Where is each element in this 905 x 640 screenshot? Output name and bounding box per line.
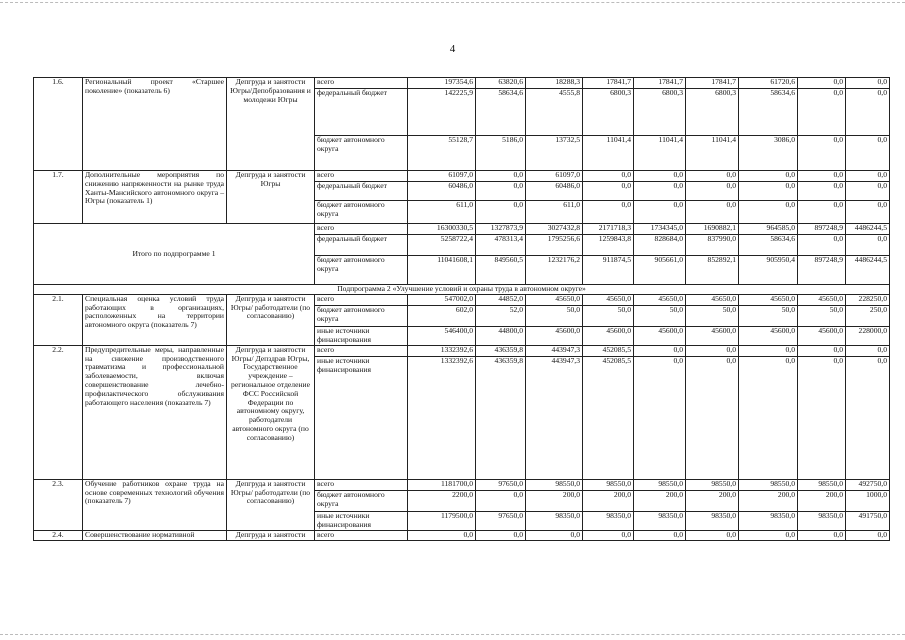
amount-cell: 97650,0 xyxy=(476,511,526,530)
funding-source: всего xyxy=(315,294,408,305)
item-name: Предупредительные меры, направленные на снижение производственного травматизма и профессиональной заболеваемости, включая совершенствование лечебно-профилактического обслуживания работающего населения (показатель 7) xyxy=(83,345,227,479)
amount-cell: 0,0 xyxy=(686,171,739,182)
item-executor: Депгруда и занятости Югры xyxy=(227,171,315,224)
amount-cell: 0,0 xyxy=(476,530,526,540)
item-number: 1.7. xyxy=(34,171,83,224)
page-number: 4 xyxy=(449,43,456,55)
amount-cell: 547002,0 xyxy=(408,294,476,305)
amount-cell: 6800,3 xyxy=(583,89,634,136)
amount-cell: 1734345,0 xyxy=(634,224,686,235)
funding-source: иные источники финансирования xyxy=(315,511,408,530)
table-row xyxy=(34,78,890,89)
amount-cell: 0,0 xyxy=(583,171,634,182)
amount-cell: 1259843,8 xyxy=(583,235,634,256)
amount-cell: 1795256,6 xyxy=(526,235,583,256)
amount-cell: 0,0 xyxy=(739,171,798,182)
item-number: 2.3. xyxy=(34,479,83,530)
amount-cell: 0,0 xyxy=(526,530,583,540)
amount-cell: 98550,0 xyxy=(686,479,739,490)
amount-cell: 97650,0 xyxy=(476,479,526,490)
table-row xyxy=(34,345,890,356)
amount-cell: 63820,6 xyxy=(476,78,526,89)
amount-cell: 837990,0 xyxy=(686,235,739,256)
amount-cell: 0,0 xyxy=(846,136,890,171)
amount-cell: 0,0 xyxy=(583,201,634,224)
amount-cell: 98550,0 xyxy=(739,479,798,490)
amount-cell: 45650,0 xyxy=(686,294,739,305)
amount-cell: 0,0 xyxy=(739,345,798,356)
amount-cell: 50,0 xyxy=(526,305,583,326)
amount-cell: 478313,4 xyxy=(476,235,526,256)
amount-cell: 443947,3 xyxy=(526,356,583,479)
amount-cell: 611,0 xyxy=(526,201,583,224)
amount-cell: 0,0 xyxy=(583,182,634,201)
amount-cell: 0,0 xyxy=(634,345,686,356)
amount-cell: 0,0 xyxy=(846,356,890,479)
amount-cell: 0,0 xyxy=(739,530,798,540)
amount-cell: 0,0 xyxy=(846,89,890,136)
amount-cell: 1000,0 xyxy=(846,490,890,511)
amount-cell: 6800,3 xyxy=(634,89,686,136)
amount-cell: 0,0 xyxy=(686,182,739,201)
amount-cell: 1179500,0 xyxy=(408,511,476,530)
amount-cell: 98350,0 xyxy=(739,511,798,530)
amount-cell: 849560,5 xyxy=(476,256,526,285)
amount-cell: 45650,0 xyxy=(798,294,846,305)
amount-cell: 3027432,8 xyxy=(526,224,583,235)
amount-cell: 0,0 xyxy=(686,201,739,224)
amount-cell: 200,0 xyxy=(686,490,739,511)
amount-cell: 491750,0 xyxy=(846,511,890,530)
funding-source: бюджет автономного округа xyxy=(315,490,408,511)
budget-table xyxy=(33,77,890,541)
amount-cell: 55128,7 xyxy=(408,136,476,171)
amount-cell: 452085,5 xyxy=(583,345,634,356)
amount-cell: 2200,0 xyxy=(408,490,476,511)
amount-cell: 17841,7 xyxy=(686,78,739,89)
amount-cell: 0,0 xyxy=(798,356,846,479)
item-name: Совершенствование нормативной xyxy=(83,530,227,540)
amount-cell: 200,0 xyxy=(739,490,798,511)
funding-source: всего xyxy=(315,530,408,540)
amount-cell: 0,0 xyxy=(476,182,526,201)
amount-cell: 0,0 xyxy=(846,78,890,89)
amount-cell: 0,0 xyxy=(798,235,846,256)
amount-cell: 58634,6 xyxy=(739,235,798,256)
amount-cell: 0,0 xyxy=(798,182,846,201)
amount-cell: 0,0 xyxy=(846,345,890,356)
amount-cell: 905661,0 xyxy=(634,256,686,285)
funding-source: бюджет автономного округа xyxy=(315,136,408,171)
item-number: 1.6. xyxy=(34,78,83,171)
amount-cell: 11041,4 xyxy=(686,136,739,171)
amount-cell: 602,0 xyxy=(408,305,476,326)
amount-cell: 45650,0 xyxy=(583,294,634,305)
funding-source: бюджет автономного округа xyxy=(315,305,408,326)
scan-edge-bottom xyxy=(0,634,905,636)
amount-cell: 0,0 xyxy=(798,171,846,182)
amount-cell: 5186,0 xyxy=(476,136,526,171)
amount-cell: 45650,0 xyxy=(739,294,798,305)
table-row xyxy=(34,224,890,235)
amount-cell: 58634,6 xyxy=(739,89,798,136)
amount-cell: 98550,0 xyxy=(634,479,686,490)
amount-cell: 11041608,1 xyxy=(408,256,476,285)
scan-edge-top xyxy=(0,2,905,4)
amount-cell: 61097,0 xyxy=(408,171,476,182)
item-executor: Депгруда и занятости Югры/Депобразования и молодежи Югры xyxy=(227,78,315,171)
table-body xyxy=(34,78,890,541)
amount-cell: 911874,5 xyxy=(583,256,634,285)
amount-cell: 142225,9 xyxy=(408,89,476,136)
amount-cell: 98350,0 xyxy=(686,511,739,530)
amount-cell: 443947,3 xyxy=(526,345,583,356)
amount-cell: 16300330,5 xyxy=(408,224,476,235)
amount-cell: 897248,9 xyxy=(798,224,846,235)
amount-cell: 0,0 xyxy=(408,530,476,540)
amount-cell: 45600,0 xyxy=(526,326,583,345)
amount-cell: 98350,0 xyxy=(634,511,686,530)
amount-cell: 852892,1 xyxy=(686,256,739,285)
amount-cell: 50,0 xyxy=(686,305,739,326)
amount-cell: 436359,8 xyxy=(476,356,526,479)
item-number: 2.2. xyxy=(34,345,83,479)
subprogram-header-row xyxy=(34,285,890,295)
amount-cell: 18288,3 xyxy=(526,78,583,89)
amount-cell: 828684,0 xyxy=(634,235,686,256)
amount-cell: 0,0 xyxy=(634,201,686,224)
amount-cell: 0,0 xyxy=(798,345,846,356)
funding-source: всего xyxy=(315,78,408,89)
table-row xyxy=(34,171,890,182)
item-number: 2.1. xyxy=(34,294,83,345)
amount-cell: 5258722,4 xyxy=(408,235,476,256)
table-row xyxy=(34,530,890,540)
amount-cell: 228000,0 xyxy=(846,326,890,345)
amount-cell: 45600,0 xyxy=(634,326,686,345)
item-executor: Депгруда и занятости Югры/ работодатели (по согласованию) xyxy=(227,294,315,345)
amount-cell: 0,0 xyxy=(798,530,846,540)
amount-cell: 0,0 xyxy=(846,171,890,182)
amount-cell: 964585,0 xyxy=(739,224,798,235)
amount-cell: 4555,8 xyxy=(526,89,583,136)
item-executor: Депгруда и занятости xyxy=(227,530,315,540)
funding-source: федеральный бюджет xyxy=(315,235,408,256)
amount-cell: 50,0 xyxy=(739,305,798,326)
amount-cell: 0,0 xyxy=(686,345,739,356)
amount-cell: 436359,8 xyxy=(476,345,526,356)
item-executor: Депгруда и занятости Югры/ Депздрав Югры, Государственное учреждение – региональное отделение ФСС Российской Федерации по автономному округу, работодатели автономного округа (по согласованию) xyxy=(227,345,315,479)
amount-cell: 200,0 xyxy=(583,490,634,511)
amount-cell: 0,0 xyxy=(686,530,739,540)
amount-cell: 0,0 xyxy=(686,356,739,479)
amount-cell: 0,0 xyxy=(846,530,890,540)
amount-cell: 0,0 xyxy=(739,356,798,479)
funding-source: иные источники финансирования xyxy=(315,326,408,345)
funding-source: всего xyxy=(315,479,408,490)
amount-cell: 45600,0 xyxy=(798,326,846,345)
amount-cell: 50,0 xyxy=(634,305,686,326)
amount-cell: 250,0 xyxy=(846,305,890,326)
amount-cell: 4486244,5 xyxy=(846,256,890,285)
amount-cell: 44800,0 xyxy=(476,326,526,345)
item-name: Специальная оценка условий труда работающих в организациях, расположенных на территории автономного округа (показатель 7) xyxy=(83,294,227,345)
item-number: 2.4. xyxy=(34,530,83,540)
amount-cell: 3086,0 xyxy=(739,136,798,171)
amount-cell: 98350,0 xyxy=(526,511,583,530)
item-name: Дополнительные мероприятия по снижению напряженности на рынке труда Ханты-Мансийского автономного округа – Югры (показатель 1) xyxy=(83,171,227,224)
amount-cell: 45650,0 xyxy=(526,294,583,305)
amount-cell: 61097,0 xyxy=(526,171,583,182)
amount-cell: 45600,0 xyxy=(686,326,739,345)
amount-cell: 452085,5 xyxy=(583,356,634,479)
amount-cell: 1690882,1 xyxy=(686,224,739,235)
amount-cell: 0,0 xyxy=(846,182,890,201)
amount-cell: 98550,0 xyxy=(526,479,583,490)
funding-source: иные источники финансирования xyxy=(315,356,408,479)
amount-cell: 17841,7 xyxy=(634,78,686,89)
amount-cell: 905950,4 xyxy=(739,256,798,285)
amount-cell: 0,0 xyxy=(739,201,798,224)
amount-cell: 197354,6 xyxy=(408,78,476,89)
amount-cell: 4486244,5 xyxy=(846,224,890,235)
amount-cell: 98350,0 xyxy=(583,511,634,530)
amount-cell: 1332392,6 xyxy=(408,356,476,479)
amount-cell: 0,0 xyxy=(798,78,846,89)
funding-source: федеральный бюджет xyxy=(315,182,408,201)
amount-cell: 60486,0 xyxy=(408,182,476,201)
amount-cell: 1332392,6 xyxy=(408,345,476,356)
item-executor: Депгруда и занятости Югры/ работодатели (по согласованию) xyxy=(227,479,315,530)
amount-cell: 200,0 xyxy=(798,490,846,511)
amount-cell: 61720,6 xyxy=(739,78,798,89)
amount-cell: 17841,7 xyxy=(583,78,634,89)
funding-source: бюджет автономного округа xyxy=(315,201,408,224)
amount-cell: 6800,3 xyxy=(686,89,739,136)
amount-cell: 98550,0 xyxy=(798,479,846,490)
amount-cell: 50,0 xyxy=(798,305,846,326)
amount-cell: 0,0 xyxy=(476,490,526,511)
amount-cell: 0,0 xyxy=(739,182,798,201)
amount-cell: 611,0 xyxy=(408,201,476,224)
funding-source: всего xyxy=(315,171,408,182)
amount-cell: 200,0 xyxy=(634,490,686,511)
amount-cell: 0,0 xyxy=(634,182,686,201)
amount-cell: 1327873,9 xyxy=(476,224,526,235)
amount-cell: 45600,0 xyxy=(739,326,798,345)
amount-cell: 60486,0 xyxy=(526,182,583,201)
amount-cell: 45600,0 xyxy=(583,326,634,345)
amount-cell: 0,0 xyxy=(634,171,686,182)
amount-cell: 45650,0 xyxy=(634,294,686,305)
amount-cell: 0,0 xyxy=(634,356,686,479)
item-name: Региональный проект «Старшее поколение» (показатель 6) xyxy=(83,78,227,171)
funding-source: всего xyxy=(315,224,408,235)
subprogram-2-title: Подпрограмма 2 «Улучшение условий и охраны труда в автономном округе» xyxy=(34,285,890,295)
amount-cell: 0,0 xyxy=(476,171,526,182)
amount-cell: 0,0 xyxy=(798,89,846,136)
amount-cell: 0,0 xyxy=(798,136,846,171)
funding-source: федеральный бюджет xyxy=(315,89,408,136)
amount-cell: 98350,0 xyxy=(798,511,846,530)
funding-source: всего xyxy=(315,345,408,356)
amount-cell: 0,0 xyxy=(476,201,526,224)
amount-cell: 44852,0 xyxy=(476,294,526,305)
amount-cell: 0,0 xyxy=(798,201,846,224)
amount-cell: 200,0 xyxy=(526,490,583,511)
table-row xyxy=(34,479,890,490)
funding-source: бюджет автономного округа xyxy=(315,256,408,285)
amount-cell: 492750,0 xyxy=(846,479,890,490)
amount-cell: 1181700,0 xyxy=(408,479,476,490)
amount-cell: 98550,0 xyxy=(583,479,634,490)
amount-cell: 52,0 xyxy=(476,305,526,326)
amount-cell: 0,0 xyxy=(634,530,686,540)
amount-cell: 0,0 xyxy=(846,201,890,224)
amount-cell: 13732,5 xyxy=(526,136,583,171)
amount-cell: 0,0 xyxy=(846,235,890,256)
amount-cell: 11041,4 xyxy=(583,136,634,171)
item-name: Обучение работников охране труда на основе современных технологий обучения (показатель 7) xyxy=(83,479,227,530)
amount-cell: 897248,9 xyxy=(798,256,846,285)
amount-cell: 50,0 xyxy=(583,305,634,326)
table-row xyxy=(34,294,890,305)
amount-cell: 0,0 xyxy=(583,530,634,540)
subprogram-total-label: Итого по подпрограмме 1 xyxy=(34,224,315,285)
amount-cell: 2171718,3 xyxy=(583,224,634,235)
amount-cell: 546400,0 xyxy=(408,326,476,345)
amount-cell: 228250,0 xyxy=(846,294,890,305)
amount-cell: 1232176,2 xyxy=(526,256,583,285)
amount-cell: 11041,4 xyxy=(634,136,686,171)
amount-cell: 58634,6 xyxy=(476,89,526,136)
